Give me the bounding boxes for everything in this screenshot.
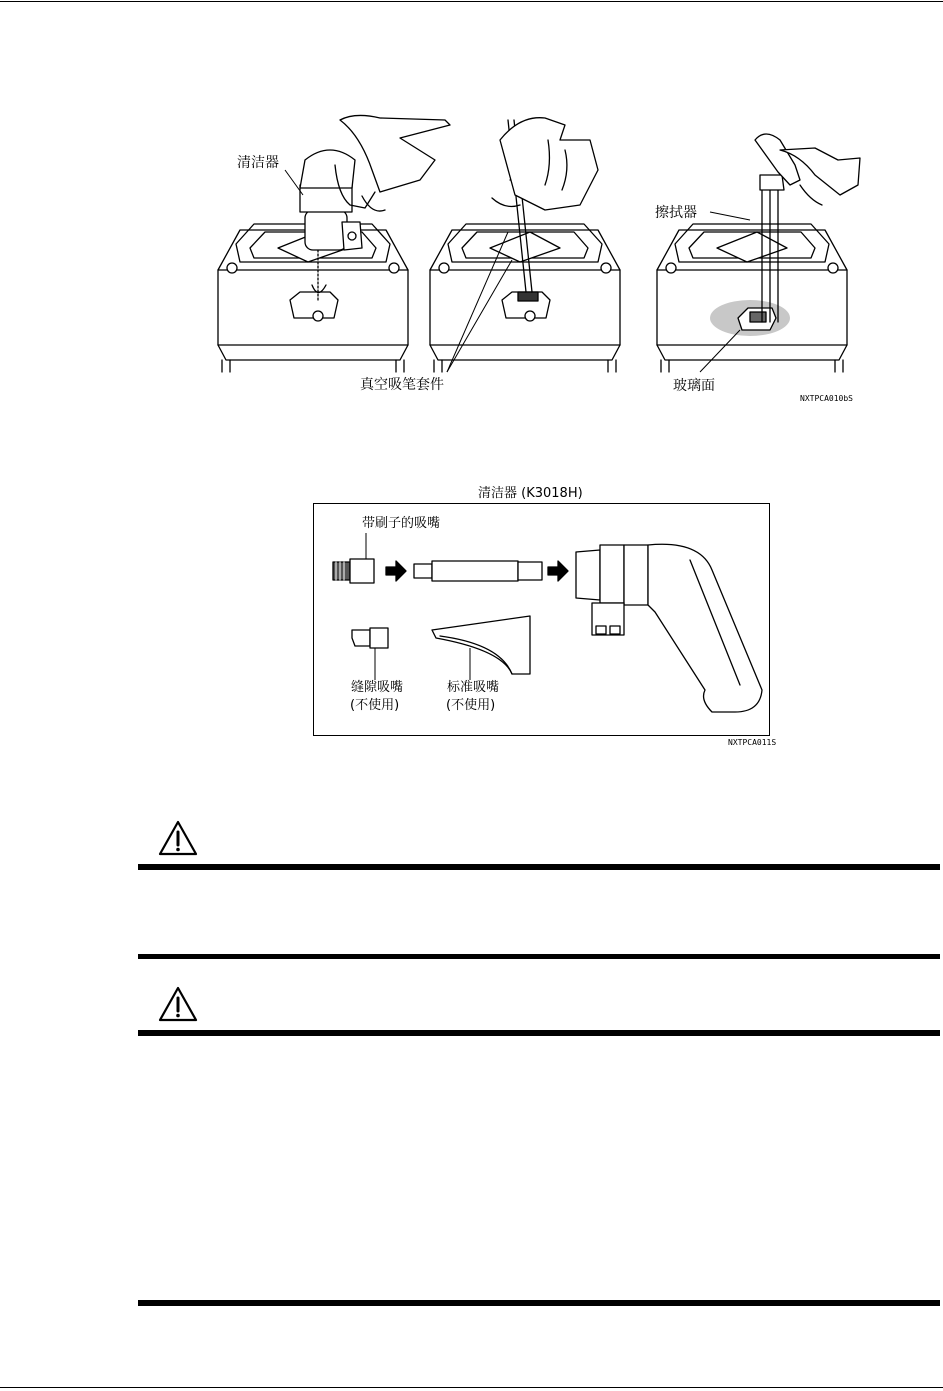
figure1-code: NXTPCA010bS	[800, 394, 853, 403]
wiper-label: 擦拭器	[655, 205, 697, 221]
figure2-title: 清洁器 (K3018H)	[478, 486, 583, 501]
crevice-nozzle-label: 缝隙吸嘴	[351, 680, 404, 695]
crevice-nozzle-icon	[352, 628, 388, 648]
notice-1-top-rule	[138, 864, 940, 870]
warning-icon	[158, 820, 198, 856]
cleaner-parts-illustration	[0, 500, 943, 760]
cleaner-body-icon	[576, 544, 762, 712]
page-top-rule	[0, 1, 943, 2]
page-bottom-rule	[0, 1387, 943, 1388]
extension-tube	[414, 561, 542, 581]
standard-nozzle-note: (不使用)	[446, 698, 496, 713]
standard-nozzle-icon	[432, 616, 530, 674]
cleaning-illustration	[0, 100, 943, 520]
figure2-code: NXTPCA011S	[728, 738, 777, 747]
arrow-right-icon	[386, 561, 406, 581]
crevice-nozzle-note: (不使用)	[350, 698, 400, 713]
brush-nozzle-label: 带刷子的吸嘴	[362, 516, 441, 531]
brush-nozzle-icon	[333, 559, 374, 583]
leader-cleaner	[285, 170, 303, 195]
vacuum-pen-kit-label: 真空吸笔套件	[360, 377, 444, 393]
head-unit-2	[430, 224, 620, 372]
standard-nozzle-label: 标准吸嘴	[447, 680, 500, 695]
leader-wiper	[710, 212, 750, 220]
cleaner-label: 清洁器	[237, 155, 279, 171]
head-unit-3	[657, 224, 847, 372]
notice-2-bottom-rule	[138, 1300, 940, 1306]
arrow-right-icon	[548, 561, 568, 581]
notice-1-bottom-rule	[138, 954, 940, 959]
glass-surface-label: 玻璃面	[673, 378, 715, 394]
notice-2-top-rule	[138, 1030, 940, 1036]
warning-icon	[158, 986, 198, 1022]
